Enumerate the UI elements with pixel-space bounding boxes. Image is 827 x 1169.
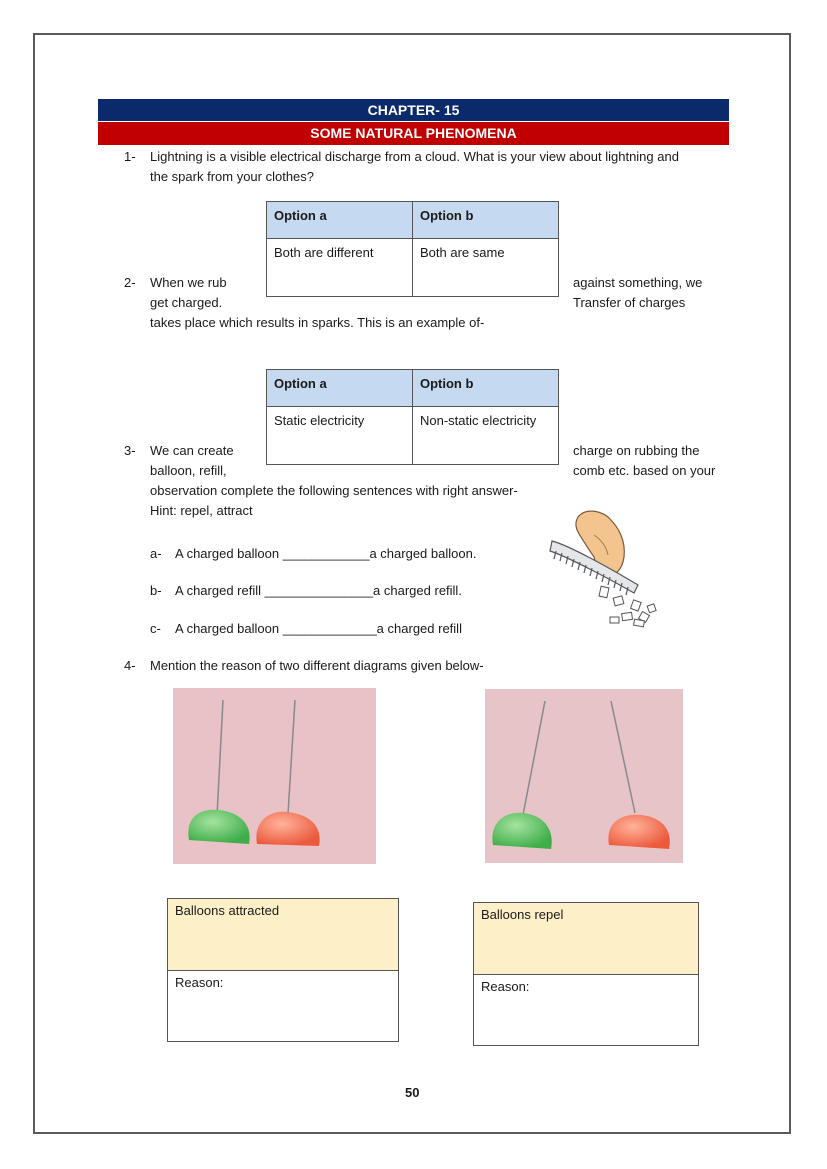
q2-option-a-header: Option a [267, 370, 413, 407]
q3-item-a-text: A charged balloon ____________a charged balloon. [175, 546, 477, 561]
repel-title: Balloons repel [474, 903, 698, 975]
q1-option-a-header: Option a [267, 202, 413, 239]
attracted-answer-box [167, 898, 399, 1042]
q3-item-a-label: a- [150, 546, 162, 561]
balloons-attracted-photo [173, 688, 376, 864]
chapter-banner: CHAPTER- 15 [98, 99, 729, 121]
q2-text-left1: When we rub [150, 275, 227, 290]
q1-option-a-value: Both are different [267, 239, 413, 297]
repel-reason-field[interactable]: Reason: [481, 979, 530, 994]
q2-option-b-header: Option b [413, 370, 559, 407]
q3-text-left2: balloon, refill, [150, 463, 227, 478]
q2-text-left2: get charged. [150, 295, 223, 310]
q1-option-b-header: Option b [413, 202, 559, 239]
q1-options-table [266, 201, 559, 297]
q3-item-c-text: A charged balloon _____________a charged refill [175, 621, 462, 636]
q3-text-right1: charge on rubbing the [573, 443, 700, 458]
q2-text-right1: against something, we [573, 275, 703, 290]
attracted-title: Balloons attracted [168, 899, 398, 971]
q2-number: 2- [124, 275, 136, 290]
q1-text-line1: Lightning is a visible electrical discharge from a cloud. What is your view about lightning and [150, 149, 679, 164]
paper-bits-icon [599, 586, 656, 627]
q2-option-b-value: Non-static electricity [413, 407, 559, 465]
title-banner: SOME NATURAL PHENOMENA [98, 122, 729, 145]
q3-item-b-label: b- [150, 583, 162, 598]
q1-number: 1- [124, 149, 136, 164]
comb-paper-illustration [548, 505, 668, 630]
q2-text-line3: takes place which results in sparks. This is an example of- [150, 315, 485, 330]
q3-text-right2: comb etc. based on your [573, 463, 716, 478]
q3-number: 3- [124, 443, 136, 458]
q4-text: Mention the reason of two different diagrams given below- [150, 658, 484, 673]
q3-item-c-label: c- [150, 621, 161, 636]
balloons-repel-photo [485, 689, 683, 863]
q3-hint: Hint: repel, attract [150, 503, 253, 518]
q1-text-line2: the spark from your clothes? [150, 169, 315, 184]
q2-options-table [266, 369, 559, 465]
q3-text-line3: observation complete the following sentences with right answer- [150, 483, 518, 498]
q1-option-b-value: Both are same [413, 239, 559, 297]
page-number: 50 [405, 1085, 420, 1100]
attracted-reason-field[interactable]: Reason: [175, 975, 224, 990]
q2-option-a-value: Static electricity [267, 407, 413, 465]
repel-answer-box [473, 902, 699, 1046]
q3-text-left1: We can create [150, 443, 234, 458]
q3-item-b-text: A charged refill _______________a charged refill. [175, 583, 462, 598]
q4-number: 4- [124, 658, 136, 673]
q2-text-right2: Transfer of charges [573, 295, 686, 310]
